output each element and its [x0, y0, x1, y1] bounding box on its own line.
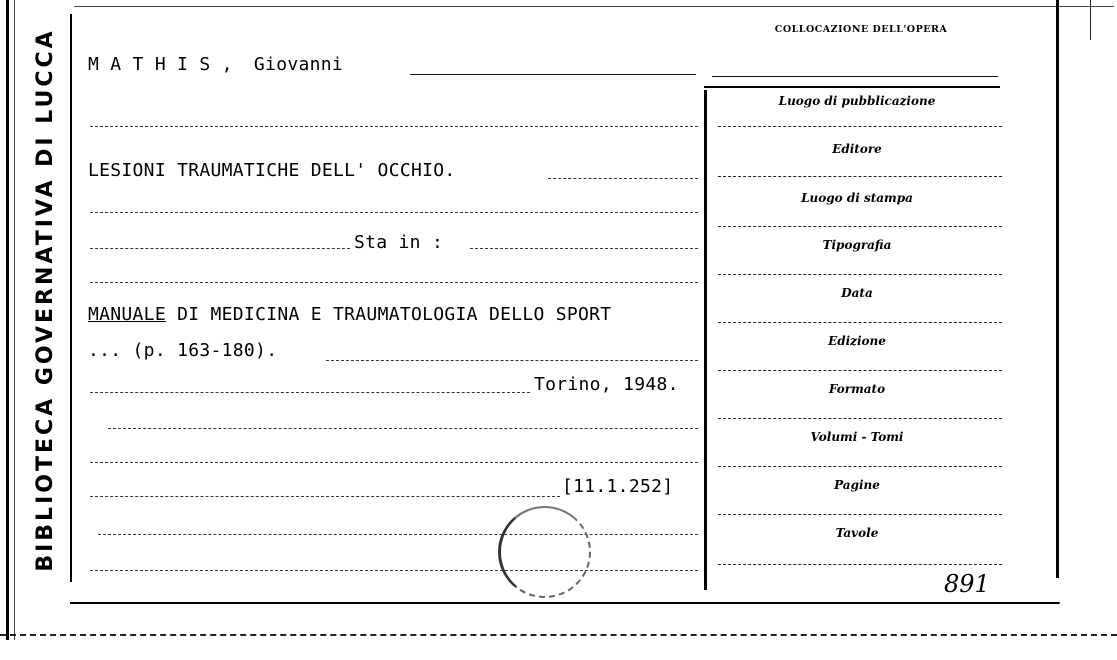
field-luogo-pubblicazione: Luogo di pubblicazione: [778, 94, 936, 108]
spine-rule: [70, 14, 72, 582]
field-line: [718, 176, 1002, 177]
author-name: Giovanni: [253, 54, 344, 75]
field-line: [718, 226, 1002, 227]
field-line: [718, 370, 1002, 371]
pages-line: ... (p. 163-180).: [88, 340, 278, 361]
blank-line: [90, 212, 698, 213]
collocation-title: COLLOCAZIONE DELL'OPERA: [774, 24, 948, 35]
blank-line: [90, 570, 698, 571]
host-first-word: MANUALE: [88, 304, 166, 325]
field-edizione: Edizione: [828, 334, 886, 348]
blank-line: [98, 534, 698, 535]
field-line: [718, 564, 1002, 565]
metadata-divider: [704, 90, 707, 590]
handwritten-number: 891: [944, 570, 990, 598]
field-tipografia: Tipografia: [822, 238, 892, 252]
host-title-rest: DI MEDICINA E TRAUMATOLOGIA DELLO SPORT: [177, 304, 612, 325]
author-rule: [410, 74, 696, 75]
collocation-line: [712, 76, 998, 77]
field-pagine: Pagine: [834, 478, 880, 492]
sta-in-rule-right: [470, 248, 698, 249]
top-border: [74, 6, 1114, 7]
shelfmark: [11.1.252]: [562, 476, 674, 497]
field-line: [718, 322, 1002, 323]
field-line: [718, 418, 1002, 419]
blank-line: [90, 126, 698, 127]
metadata-top-rule: [704, 86, 1000, 88]
right-border: [1056, 0, 1059, 578]
field-volumi-tomi: Volumi - Tomi: [810, 430, 904, 444]
pages-rule: [326, 360, 698, 361]
shelfmark-rule: [90, 496, 560, 497]
sta-in-rule-left: [90, 248, 350, 249]
perforation-line: [0, 634, 1117, 636]
metadata-column: [704, 86, 1004, 591]
field-line: [718, 466, 1002, 467]
blank-line: [90, 462, 698, 463]
field-editore: Editore: [832, 142, 882, 156]
place-year: Torino, 1948.: [534, 374, 679, 395]
right-border-mark: [1090, 0, 1091, 40]
author-line: [88, 54, 343, 75]
field-line: [718, 126, 1002, 127]
host-title-line: [88, 304, 611, 325]
field-line: [718, 514, 1002, 515]
bottom-border: [70, 602, 1060, 605]
library-name: BIBLIOTECA GOVERNATIVA DI LUCCA: [33, 28, 58, 572]
card-left-edge: [6, 0, 9, 640]
card-left-edge-inner: [14, 0, 15, 640]
author-surname: M A T H I S ,: [88, 54, 233, 75]
title-line: LESIONI TRAUMATICHE DELL' OCCHIO.: [88, 160, 456, 181]
field-formato: Formato: [828, 382, 886, 396]
field-tavole: Tavole: [835, 526, 879, 540]
blank-line: [90, 282, 698, 283]
blank-line: [108, 428, 698, 429]
field-data: Data: [841, 286, 873, 300]
spine-band: [0, 0, 72, 610]
field-line: [718, 274, 1002, 275]
field-luogo-stampa: Luogo di stampa: [801, 191, 913, 205]
library-stamp: [498, 506, 591, 598]
place-rule: [90, 392, 530, 393]
sta-in-label: Sta in :: [354, 232, 444, 253]
title-rule: [548, 178, 698, 179]
